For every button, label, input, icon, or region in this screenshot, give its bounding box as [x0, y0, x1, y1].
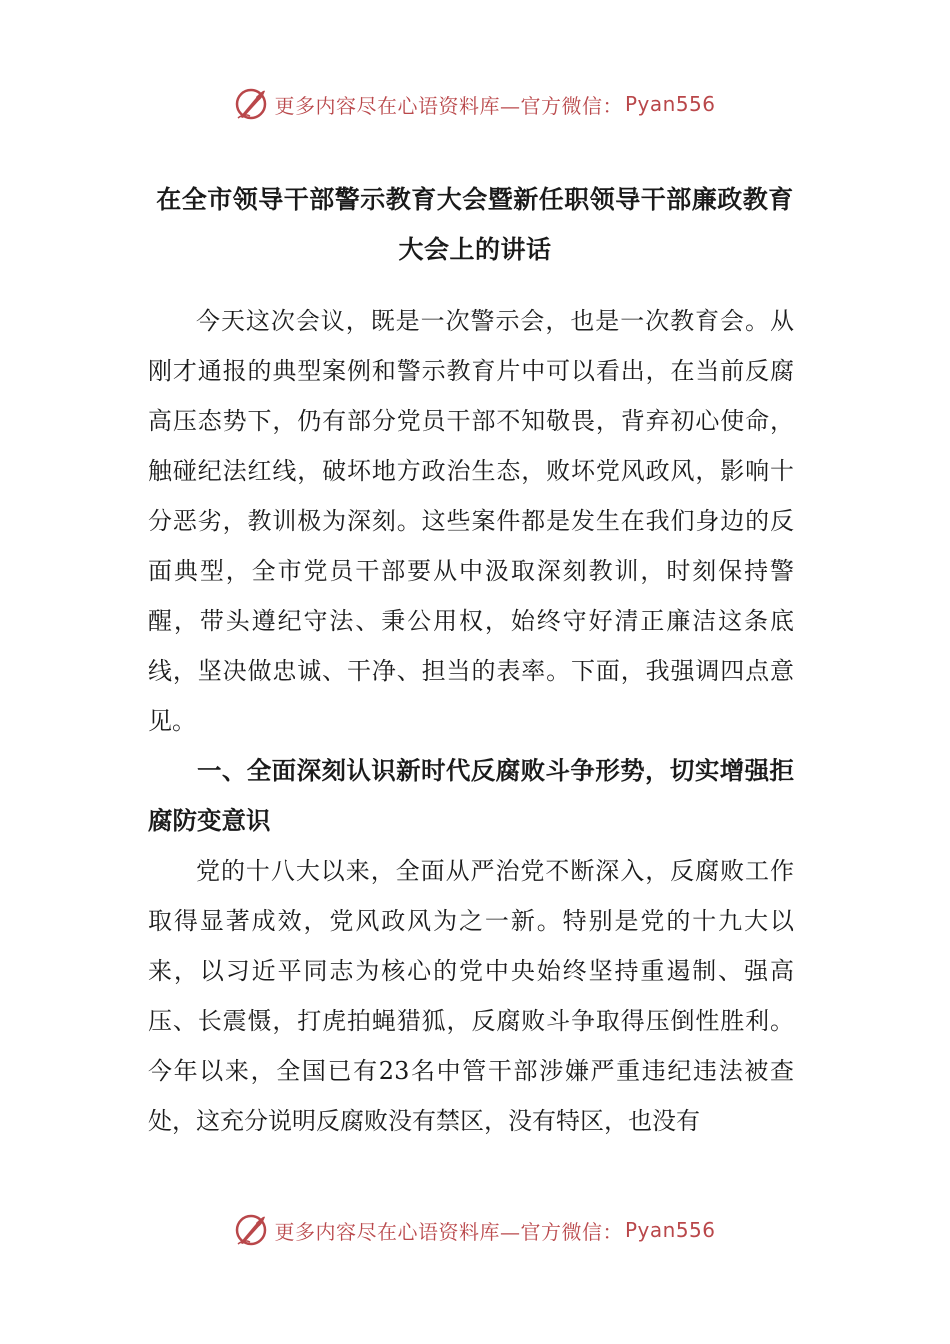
header-watermark — [0, 84, 950, 124]
watermark-text: 更多内容尽在心语资料库—官方微信： — [274, 1219, 623, 1244]
paragraph-intro: 今天这次会议，既是一次警示会，也是一次教育会。从刚才通报的典型案例和警示教育片中可以看出，在当前反腐高压态势下，仍有部分党员干部不知敬畏，背弃初心使命，触碰纪法红线，破坏地方政治生态，败坏党风政风，影响十分恶劣，教训极为深刻。这些案件都是发生在我们身边的反面典型，全市党员干部要从中汲取深刻教训，时刻保持警醒，带头遵纪守法、秉公用权，始终守好清正廉洁这条底线，坚决做忠诚、干净、担当的表率。下面，我强调四点意见。 — [148, 307, 794, 735]
document-body — [148, 296, 794, 1146]
quill-logo-icon — [234, 87, 268, 121]
section-heading-1: 一、全面深刻认识新时代反腐败斗争形势，切实增强拒腐防变意识 — [148, 756, 794, 835]
watermark-text: 更多内容尽在心语资料库—官方微信： — [274, 93, 623, 118]
title-line-1: 在全市领导干部警示教育大会暨新任职领导干部廉政教育 — [156, 185, 794, 214]
footer-watermark — [0, 1210, 950, 1250]
quill-logo-icon — [234, 1213, 268, 1247]
watermark-wechat-id: Pyan556 — [624, 1218, 716, 1242]
document-title — [148, 175, 802, 275]
title-line-2: 大会上的讲话 — [398, 235, 552, 264]
watermark-wechat-id: Pyan556 — [624, 92, 716, 116]
paragraph-section-1: 党的十八大以来，全面从严治党不断深入，反腐败工作取得显著成效，党风政风为之一新。特别是党的十九大以来，以习近平同志为核心的党中央始终坚持重遏制、强高压、长震慑，打虎拍蝇猎狐，反腐败斗争取得压倒性胜利。今年以来，全国已有23名中管干部涉嫌严重违纪违法被查处，这充分说明反腐败没有禁区，没有特区，也没有 — [148, 857, 794, 1135]
